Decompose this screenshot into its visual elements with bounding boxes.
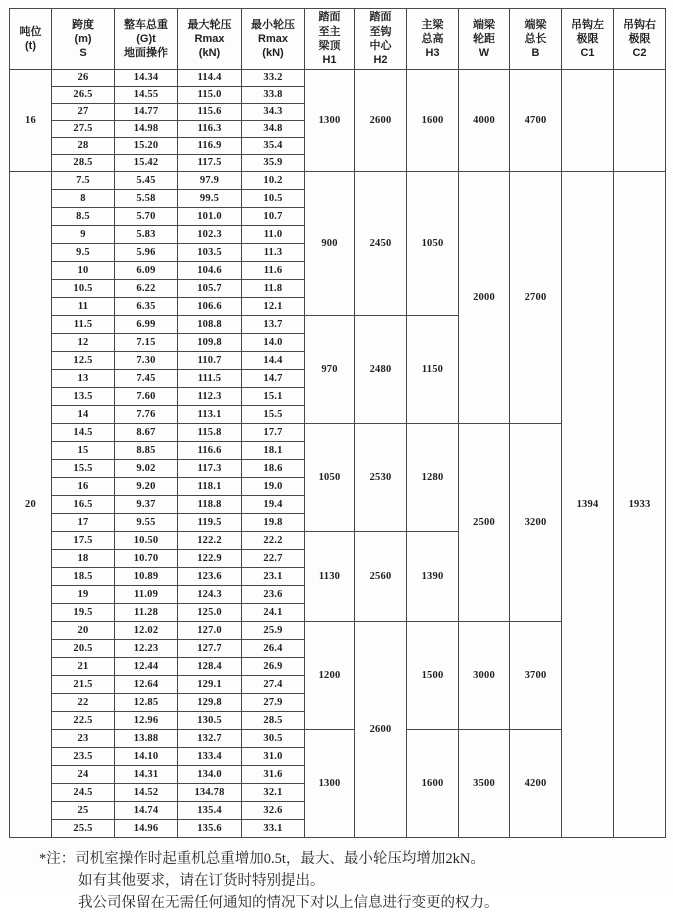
- cell-total-weight: 15.20: [115, 138, 178, 155]
- cell-span: 20: [52, 622, 115, 640]
- cell-h1: 900: [305, 172, 355, 316]
- cell-span: 12: [52, 334, 115, 352]
- cell-rmax: 116.9: [178, 138, 242, 155]
- cell-rmin: 12.1: [242, 298, 305, 316]
- cell-total-weight: 11.28: [115, 604, 178, 622]
- cell-span: 12.5: [52, 352, 115, 370]
- cell-span: 25.5: [52, 820, 115, 838]
- cell-rmin: 34.8: [242, 121, 305, 138]
- cell-rmax: 127.0: [178, 622, 242, 640]
- cell-total-weight: 14.77: [115, 104, 178, 121]
- cell-rmax: 129.1: [178, 676, 242, 694]
- cell-rmin: 19.4: [242, 496, 305, 514]
- cell-rmax: 133.4: [178, 748, 242, 766]
- cell-rmin: 11.8: [242, 280, 305, 298]
- cell-rmin: 31.0: [242, 748, 305, 766]
- cell-rmin: 31.6: [242, 766, 305, 784]
- cell-total-weight: 10.50: [115, 532, 178, 550]
- cell-total-weight: 7.15: [115, 334, 178, 352]
- cell-total-weight: 12.64: [115, 676, 178, 694]
- cell-total-weight: 9.02: [115, 460, 178, 478]
- cell-total-weight: 10.89: [115, 568, 178, 586]
- cell-w: 3000: [459, 622, 510, 730]
- cell-rmin: 27.4: [242, 676, 305, 694]
- cell-h1: 1050: [305, 424, 355, 532]
- cell-rmax: 117.3: [178, 460, 242, 478]
- cell-rmax: 123.6: [178, 568, 242, 586]
- cell-h2: 2600: [355, 622, 407, 838]
- cell-b: 2700: [510, 172, 562, 424]
- cell-rmax: 115.6: [178, 104, 242, 121]
- cell-total-weight: 7.30: [115, 352, 178, 370]
- col-header-c1: 吊钩左 极限 C1: [562, 9, 614, 70]
- cell-rmax: 115.8: [178, 424, 242, 442]
- cell-rmin: 10.5: [242, 190, 305, 208]
- cell-h2: 2530: [355, 424, 407, 532]
- col-header-w: 端梁 轮距 W: [459, 9, 510, 70]
- cell-span: 19.5: [52, 604, 115, 622]
- cell-h3: 1390: [407, 532, 459, 622]
- cell-span: 11: [52, 298, 115, 316]
- cell-rmin: 22.7: [242, 550, 305, 568]
- cell-rmax: 108.8: [178, 316, 242, 334]
- cell-rmin: 22.2: [242, 532, 305, 550]
- cell-total-weight: 14.98: [115, 121, 178, 138]
- cell-w: 2000: [459, 172, 510, 424]
- cell-h1: 1300: [305, 730, 355, 838]
- cell-rmax: 135.4: [178, 802, 242, 820]
- cell-total-weight: 12.96: [115, 712, 178, 730]
- cell-span: 19: [52, 586, 115, 604]
- cell-rmin: 24.1: [242, 604, 305, 622]
- cell-span: 16.5: [52, 496, 115, 514]
- cell-w: 2500: [459, 424, 510, 622]
- col-header-min-wheel-load: 最小轮压 Rmax (kN): [242, 9, 305, 70]
- cell-rmin: 35.4: [242, 138, 305, 155]
- cell-h1: 1200: [305, 622, 355, 730]
- cell-span: 10.5: [52, 280, 115, 298]
- col-header-total-weight: 整车总重 (G)t 地面操作: [115, 9, 178, 70]
- cell-rmax: 116.6: [178, 442, 242, 460]
- cell-span: 24.5: [52, 784, 115, 802]
- cell-total-weight: 8.85: [115, 442, 178, 460]
- cell-rmin: 34.3: [242, 104, 305, 121]
- cell-h1: 1130: [305, 532, 355, 622]
- cell-rmax: 113.1: [178, 406, 242, 424]
- cell-rmax: 125.0: [178, 604, 242, 622]
- cell-rmin: 18.1: [242, 442, 305, 460]
- cell-rmin: 23.1: [242, 568, 305, 586]
- cell-span: 17.5: [52, 532, 115, 550]
- cell-rmax: 130.5: [178, 712, 242, 730]
- cell-rmin: 26.4: [242, 640, 305, 658]
- cell-w: 3500: [459, 730, 510, 838]
- cell-h3: 1280: [407, 424, 459, 532]
- cell-span: 26: [52, 70, 115, 87]
- table-row: [10, 172, 666, 190]
- cell-rmax: 124.3: [178, 586, 242, 604]
- cell-rmin: 30.5: [242, 730, 305, 748]
- cell-total-weight: 6.22: [115, 280, 178, 298]
- cell-rmax: 135.6: [178, 820, 242, 838]
- cell-b: 3200: [510, 424, 562, 622]
- cell-rmin: 11.6: [242, 262, 305, 280]
- cell-rmin: 15.1: [242, 388, 305, 406]
- cell-rmin: 27.9: [242, 694, 305, 712]
- cell-rmax: 102.3: [178, 226, 242, 244]
- cell-rmax: 134.0: [178, 766, 242, 784]
- cell-span: 22: [52, 694, 115, 712]
- note-line-1: *注：司机室操作时起重机总重增加0.5t，最大、最小轮压均增加2kN。: [39, 849, 665, 871]
- cell-rmax: 111.5: [178, 370, 242, 388]
- table-header: [10, 9, 666, 70]
- cell-total-weight: 12.02: [115, 622, 178, 640]
- col-header-tonnage: 吨位 (t): [10, 9, 52, 70]
- cell-b: 3700: [510, 622, 562, 730]
- cell-span: 8.5: [52, 208, 115, 226]
- cell-rmax: 132.7: [178, 730, 242, 748]
- cell-h2: 2560: [355, 532, 407, 622]
- cell-span: 21: [52, 658, 115, 676]
- cell-total-weight: 6.09: [115, 262, 178, 280]
- cell-h1: 1300: [305, 70, 355, 172]
- cell-rmin: 11.3: [242, 244, 305, 262]
- cell-total-weight: 12.44: [115, 658, 178, 676]
- cell-rmin: 17.7: [242, 424, 305, 442]
- cell-total-weight: 14.55: [115, 87, 178, 104]
- cell-rmin: 18.6: [242, 460, 305, 478]
- cell-span: 18: [52, 550, 115, 568]
- col-header-h3: 主梁 总高 H3: [407, 9, 459, 70]
- cell-rmax: 127.7: [178, 640, 242, 658]
- cell-span: 10: [52, 262, 115, 280]
- cell-rmax: 119.5: [178, 514, 242, 532]
- cell-total-weight: 14.96: [115, 820, 178, 838]
- cell-total-weight: 6.35: [115, 298, 178, 316]
- note-line-3: 我公司保留在无需任何通知的情况下对以上信息进行变更的权力。: [78, 893, 665, 914]
- cell-rmin: 33.1: [242, 820, 305, 838]
- cell-rmax: 114.4: [178, 70, 242, 87]
- cell-span: 21.5: [52, 676, 115, 694]
- cell-h3: 1500: [407, 622, 459, 730]
- cell-h3: 1050: [407, 172, 459, 316]
- cell-total-weight: 7.60: [115, 388, 178, 406]
- cell-rmax: 116.3: [178, 121, 242, 138]
- cell-span: 22.5: [52, 712, 115, 730]
- cell-rmin: 26.9: [242, 658, 305, 676]
- cell-total-weight: 7.76: [115, 406, 178, 424]
- cell-c2: 1933: [614, 172, 666, 838]
- cell-total-weight: 12.85: [115, 694, 178, 712]
- cell-span: 13: [52, 370, 115, 388]
- cell-rmin: 11.0: [242, 226, 305, 244]
- cell-span: 18.5: [52, 568, 115, 586]
- cell-span: 23.5: [52, 748, 115, 766]
- cell-h3: 1150: [407, 316, 459, 424]
- col-header-h1: 踏面 至主 梁顶 H1: [305, 9, 355, 70]
- cell-rmax: 129.8: [178, 694, 242, 712]
- cell-rmax: 122.2: [178, 532, 242, 550]
- col-header-max-wheel-load: 最大轮压 Rmax (kN): [178, 9, 242, 70]
- col-header-c2: 吊钩右 极限 C2: [614, 9, 666, 70]
- cell-b: 4700: [510, 70, 562, 172]
- cell-rmin: 13.7: [242, 316, 305, 334]
- cell-total-weight: 14.74: [115, 802, 178, 820]
- cell-span: 23: [52, 730, 115, 748]
- table-body: [10, 70, 666, 838]
- cell-total-weight: 14.31: [115, 766, 178, 784]
- cell-rmin: 28.5: [242, 712, 305, 730]
- cell-total-weight: 8.67: [115, 424, 178, 442]
- cell-total-weight: 5.83: [115, 226, 178, 244]
- cell-tonnage: 20: [10, 172, 52, 838]
- cell-span: 8: [52, 190, 115, 208]
- cell-rmax: 105.7: [178, 280, 242, 298]
- cell-h3: 1600: [407, 730, 459, 838]
- cell-h3: 1600: [407, 70, 459, 172]
- cell-total-weight: 11.09: [115, 586, 178, 604]
- cell-h1: 970: [305, 316, 355, 424]
- cell-rmax: 106.6: [178, 298, 242, 316]
- cell-rmax: 134.78: [178, 784, 242, 802]
- cell-total-weight: 5.45: [115, 172, 178, 190]
- spec-table: [9, 8, 666, 838]
- cell-rmin: 19.8: [242, 514, 305, 532]
- cell-total-weight: 5.58: [115, 190, 178, 208]
- cell-rmax: 110.7: [178, 352, 242, 370]
- cell-span: 28: [52, 138, 115, 155]
- cell-span: 14.5: [52, 424, 115, 442]
- cell-tonnage: 16: [10, 70, 52, 172]
- cell-total-weight: 9.37: [115, 496, 178, 514]
- cell-rmax: 104.6: [178, 262, 242, 280]
- cell-span: 13.5: [52, 388, 115, 406]
- cell-h2: 2450: [355, 172, 407, 316]
- cell-span: 25: [52, 802, 115, 820]
- cell-total-weight: 14.52: [115, 784, 178, 802]
- cell-c1: [562, 70, 614, 172]
- cell-rmin: 32.1: [242, 784, 305, 802]
- header-row: [10, 9, 666, 70]
- col-header-h2: 踏面 至钩 中心 H2: [355, 9, 407, 70]
- cell-rmax: 118.8: [178, 496, 242, 514]
- cell-total-weight: 13.88: [115, 730, 178, 748]
- cell-total-weight: 5.96: [115, 244, 178, 262]
- cell-rmax: 115.0: [178, 87, 242, 104]
- cell-span: 14: [52, 406, 115, 424]
- col-header-span: 跨度 (m) S: [52, 9, 115, 70]
- cell-total-weight: 6.99: [115, 316, 178, 334]
- note-line-2: 如有其他要求，请在订货时特别提出。: [78, 871, 665, 893]
- footnotes: [39, 849, 665, 914]
- cell-rmin: 35.9: [242, 155, 305, 172]
- cell-total-weight: 15.42: [115, 155, 178, 172]
- cell-c2: [614, 70, 666, 172]
- cell-total-weight: 14.10: [115, 748, 178, 766]
- cell-b: 4200: [510, 730, 562, 838]
- cell-total-weight: 9.55: [115, 514, 178, 532]
- cell-span: 26.5: [52, 87, 115, 104]
- cell-rmin: 32.6: [242, 802, 305, 820]
- cell-rmin: 15.5: [242, 406, 305, 424]
- cell-total-weight: 10.70: [115, 550, 178, 568]
- cell-span: 24: [52, 766, 115, 784]
- cell-span: 27: [52, 104, 115, 121]
- cell-rmax: 128.4: [178, 658, 242, 676]
- cell-w: 4000: [459, 70, 510, 172]
- cell-rmin: 14.7: [242, 370, 305, 388]
- cell-rmax: 112.3: [178, 388, 242, 406]
- cell-h2: 2480: [355, 316, 407, 424]
- cell-span: 17: [52, 514, 115, 532]
- cell-rmin: 14.0: [242, 334, 305, 352]
- cell-total-weight: 14.34: [115, 70, 178, 87]
- cell-rmin: 10.2: [242, 172, 305, 190]
- cell-total-weight: 9.20: [115, 478, 178, 496]
- cell-rmin: 33.2: [242, 70, 305, 87]
- cell-span: 9.5: [52, 244, 115, 262]
- cell-rmin: 33.8: [242, 87, 305, 104]
- cell-rmax: 109.8: [178, 334, 242, 352]
- cell-rmin: 10.7: [242, 208, 305, 226]
- cell-rmin: 25.9: [242, 622, 305, 640]
- cell-span: 27.5: [52, 121, 115, 138]
- cell-total-weight: 12.23: [115, 640, 178, 658]
- cell-rmax: 122.9: [178, 550, 242, 568]
- cell-total-weight: 5.70: [115, 208, 178, 226]
- cell-h2: 2600: [355, 70, 407, 172]
- table-row: [10, 70, 666, 87]
- cell-total-weight: 7.45: [115, 370, 178, 388]
- cell-rmin: 14.4: [242, 352, 305, 370]
- cell-span: 15: [52, 442, 115, 460]
- cell-span: 9: [52, 226, 115, 244]
- col-header-b: 端梁 总长 B: [510, 9, 562, 70]
- cell-rmax: 101.0: [178, 208, 242, 226]
- cell-rmax: 99.5: [178, 190, 242, 208]
- cell-rmax: 118.1: [178, 478, 242, 496]
- cell-rmax: 103.5: [178, 244, 242, 262]
- cell-rmax: 97.9: [178, 172, 242, 190]
- cell-rmin: 23.6: [242, 586, 305, 604]
- cell-span: 15.5: [52, 460, 115, 478]
- cell-span: 11.5: [52, 316, 115, 334]
- cell-span: 16: [52, 478, 115, 496]
- cell-rmin: 19.0: [242, 478, 305, 496]
- cell-c1: 1394: [562, 172, 614, 838]
- cell-rmax: 117.5: [178, 155, 242, 172]
- cell-span: 20.5: [52, 640, 115, 658]
- cell-span: 28.5: [52, 155, 115, 172]
- cell-span: 7.5: [52, 172, 115, 190]
